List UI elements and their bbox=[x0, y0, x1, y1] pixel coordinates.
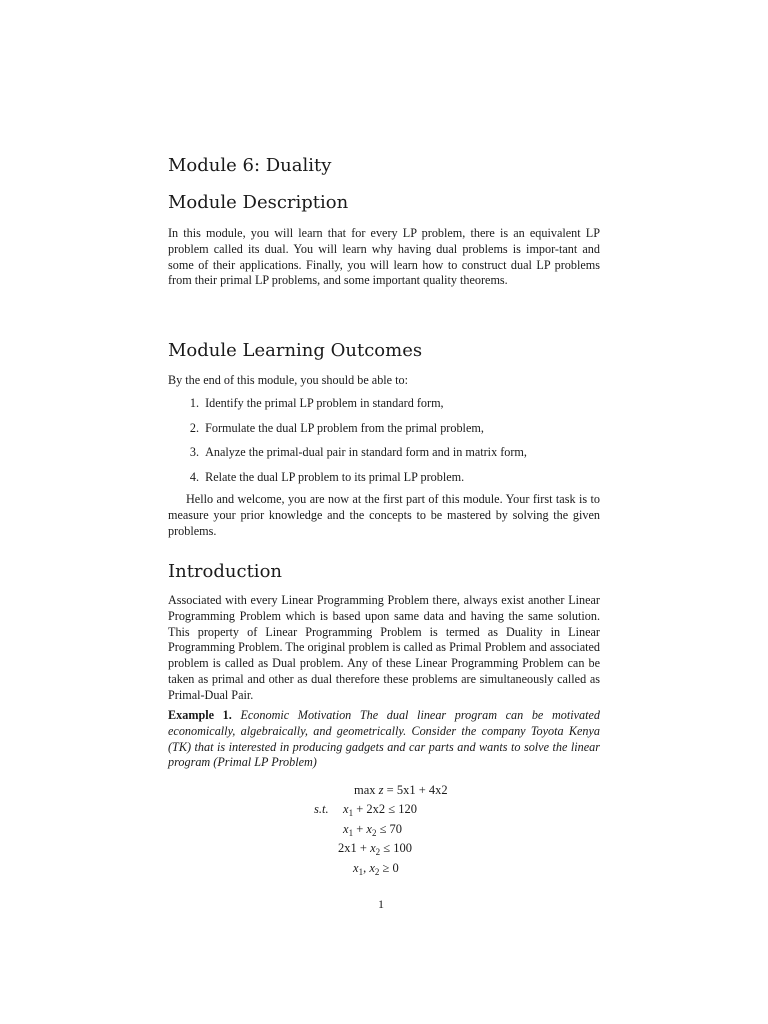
page-title: Module 6: Duality bbox=[168, 155, 332, 176]
lp-constraint-text: $2x1 + x_2 \le 100$ bbox=[338, 841, 412, 857]
introduction-text: Associated with every Linear Programming Problem there, always exist another Linear Programming Problem which is based upon same data and having the same solution. This property of Linear Programming Problem is termed as Duality in Linear Programming Problem. The original problem is called as Primal Problem and associated problem is called as Dual problem. Any of these Linear Programming Problem can be taken as primal and other as dual therefore these problems are simultaneously called as Primal-Dual Pair. bbox=[168, 593, 600, 702]
lp-constraint bbox=[343, 802, 417, 818]
example-text: Economic Motivation The dual linear program can be motivated economically, algebraically, and geometrically. Consider the company Toyota Kenya (TK) that is interested in producing gadgets and car parts and wants to solve the linear program (Primal LP Problem) bbox=[168, 708, 601, 770]
outcomes-list bbox=[168, 396, 527, 494]
example-paragraph bbox=[168, 708, 600, 771]
page-number: 1 bbox=[378, 897, 384, 911]
learning-outcomes-heading: Module Learning Outcomes bbox=[168, 340, 423, 361]
list-item: 2. Formulate the dual LP problem from the primal problem, bbox=[189, 420, 484, 435]
list-item: 3. Analyze the primal-dual pair in standard form and in matrix form, bbox=[189, 445, 527, 459]
lp-objective bbox=[354, 783, 448, 798]
list-item: 1. Identify the primal LP problem in standard form, bbox=[189, 396, 444, 410]
module-description-text: In this module, you will learn that for every LP problem, there is an equivalent LP problem called its dual. You will learn why having dual problems is impor-tant and some of their applications. Finally, you will learn how to construct dual LP problems from their primal LP problems, and some important quality theorems. bbox=[168, 226, 600, 288]
learning-outcomes-intro: By the end of this module, you should be able to: bbox=[168, 373, 408, 387]
lp-st-label: s.t. bbox=[314, 802, 329, 816]
lp-objective-text: max z = 5x1 + 4x2 bbox=[354, 783, 448, 797]
module-description-heading: Module Description bbox=[168, 192, 349, 213]
list-item: 4. Relate the dual LP problem to its primal LP problem. bbox=[189, 469, 465, 484]
introduction-heading: Introduction bbox=[168, 561, 282, 582]
lp-constraint-text: $x_1 + x_2 \le 70$ bbox=[343, 822, 403, 838]
welcome-paragraph: Hello and welcome, you are now at the first part of this module. Your first task is to measure your prior knowledge and the concepts to be mastered by solving the given problems. bbox=[168, 492, 600, 538]
example-label: Example 1. bbox=[168, 708, 232, 722]
lp-constraint bbox=[343, 822, 402, 838]
lp-constraint-text: $x_1$, $x_2 \ge 0$ bbox=[353, 861, 399, 877]
lp-constraint-text: $x_1 + 2x2 \le 120$ bbox=[343, 802, 417, 818]
lp-constraint bbox=[353, 861, 399, 877]
lp-constraint bbox=[338, 841, 412, 857]
